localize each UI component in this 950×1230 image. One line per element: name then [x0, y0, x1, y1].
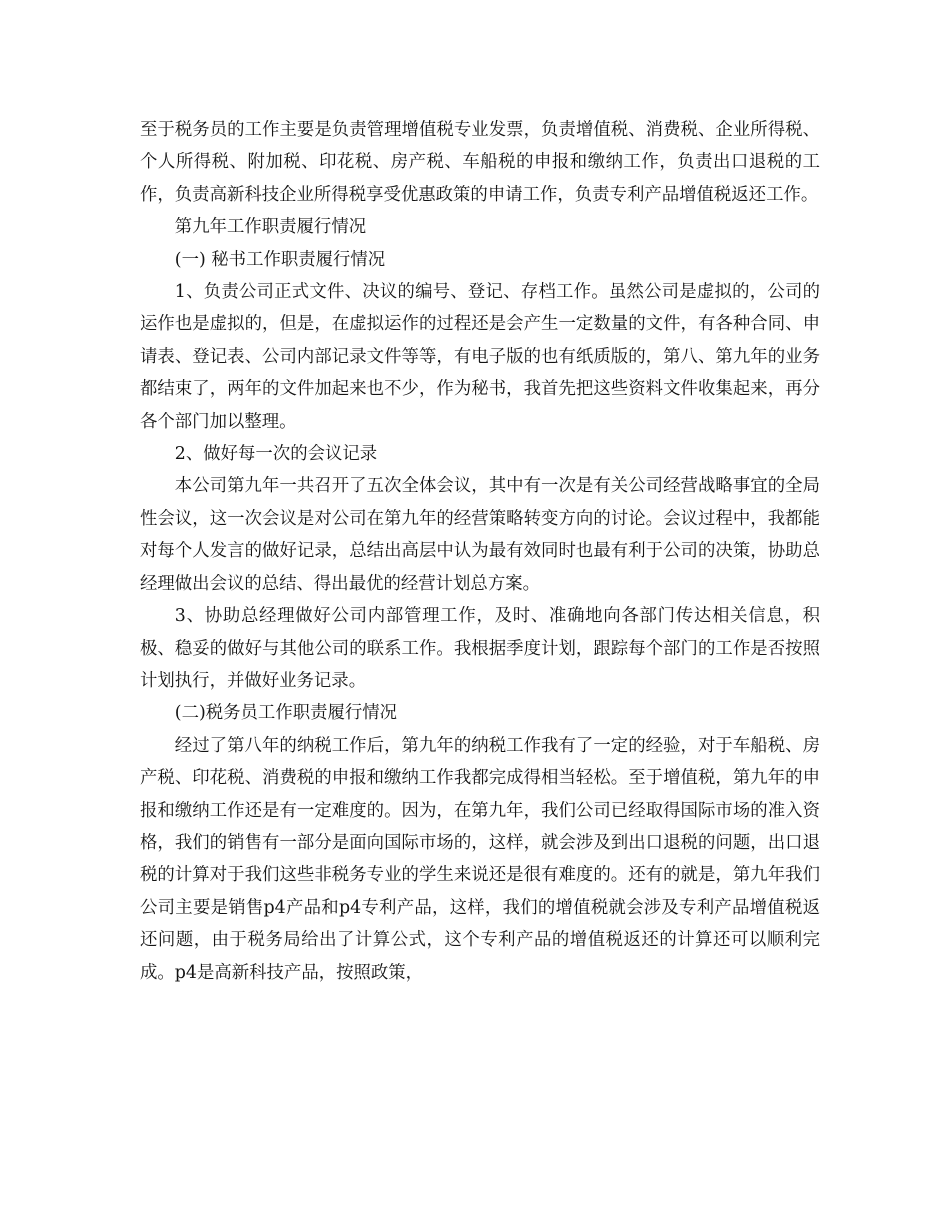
subsection-heading-tax-officer: (二)税务员工作职责履行情况	[174, 703, 398, 724]
paragraph-tax-duties-intro: 至于税务员的工作主要是负责管理增值税专业发票，负责增值税、消费税、企业所得税、个人所得税、附加税、印花税、房产税、车船税的申报和缴纳工作，负责出口退税的工作，负责高新科技企业所得税享受优惠政策的申请工作，负责专利产品增值税返还工作。	[140, 120, 820, 205]
subsection-heading-secretary: (一) 秘书工作职责履行情况	[174, 249, 386, 270]
section-heading-year-nine: 第九年工作职责履行情况	[174, 217, 367, 238]
paragraph-meetings: 本公司第九年一共召开了五次全体会议，其中有一次是有关公司经营战略事宜的全局性会议，这一次会议是对公司在第九年的经营策略转变方向的讨论。会议过程中，我都能对每个人发言的做好记录，总结出高层中认为最有效同时也最有利于公司的决策，协助总经理做出会议的总结、得出最优的经营计划总方案。	[140, 476, 820, 594]
paragraph-secretary-item-2-heading: 2、做好每一次的会议记录	[174, 444, 378, 465]
paragraph-secretary-item-3: 3、协助总经理做好公司内部管理工作，及时、准确地向各部门传达相关信息，积极、稳妥的做好与其他公司的联系工作。我根据季度计划，跟踪每个部门的工作是否按照计划执行，并做好业务记录。	[140, 606, 820, 691]
document-body	[140, 114, 820, 989]
paragraph-secretary-item-1: 1、负责公司正式文件、决议的编号、登记、存档工作。虽然公司是虚拟的，公司的运作也是虚拟的，但是，在虚拟运作的过程还是会产生一定数量的文件，有各种合同、申请表、登记表、公司内部记录文件等等，有电子版的也有纸质版的，第八、第九年的业务都结束了，两年的文件加起来也不少，作为秘书，我首先把这些资料文件收集起来，再分各个部门加以整理。	[140, 282, 820, 432]
paragraph-tax-work: 经过了第八年的纳税工作后，第九年的纳税工作我有了一定的经验，对于车船税、房产税、印花税、消费税的申报和缴纳工作我都完成得相当轻松。至于增值税，第九年的申报和缴纳工作还是有一定难度的。因为，在第九年，我们公司已经取得国际市场的准入资格，我们的销售有一部分是面向国际市场的，这样，就会涉及到出口退税的问题，出口退税的计算对于我们这些非税务专业的学生来说还是很有难度的。还有的就是，第九年我们公司主要是销售p4产品和p4专利产品，这样，我们的增值税就会涉及专利产品增值税返还问题，由于税务局给出了计算公式，这个专利产品的增值税返还的计算还可以顺利完成。p4是高新科技产品，按照政策，	[140, 735, 820, 983]
